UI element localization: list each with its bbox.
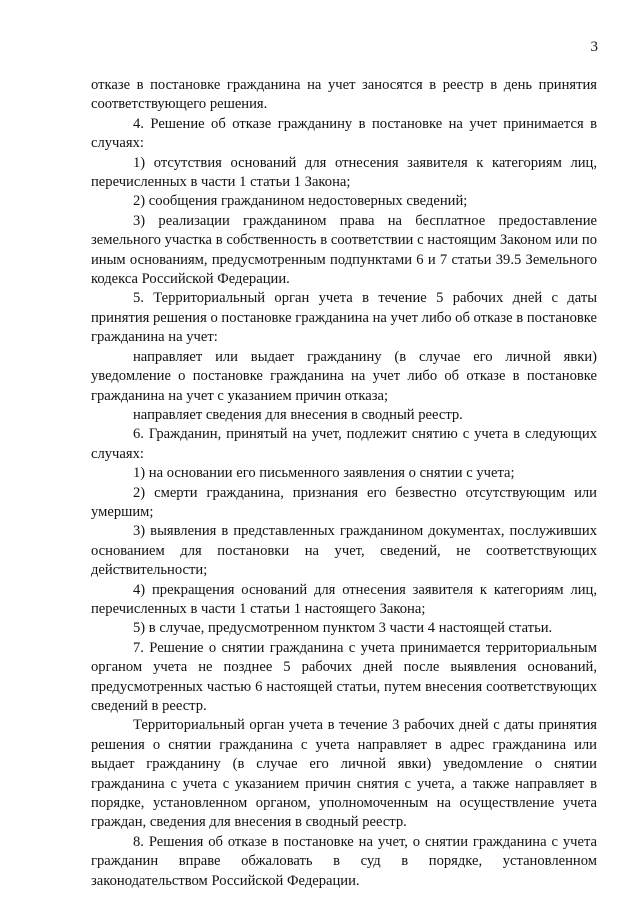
paragraph: 4. Решение об отказе гражданину в постановке на учет принимается в случаях:	[91, 115, 597, 152]
paragraph: 2) смерти гражданина, признания его безвестно отсутствующим или умершим;	[91, 484, 597, 520]
paragraph: 4) прекращения оснований для отнесения заявителя к категориям лиц, перечисленных в части 1 статьи 1 настоящего Закона;	[91, 581, 597, 617]
paragraph: 8. Решения об отказе в постановке на учет, о снятии гражданина с учета гражданин вправе обжаловать в суд в порядке, установленном законодательством Российской Федерации.	[91, 833, 597, 889]
paragraph: отказе в постановке гражданина на учет заносятся в реестр в день принятия соответствующего решения.	[91, 77, 597, 113]
paragraph: 1) на основании его письменного заявления о снятии с учета;	[133, 465, 515, 482]
paragraph: 1) отсутствия оснований для отнесения заявителя к категориям лиц, перечисленных в части 1 статьи 1 Закона;	[91, 154, 597, 191]
paragraph: направляет или выдает гражданину (в случае его личной явки) уведомление о постановке гражданина на учет либо об отказе в постановке гражданина на учет с указанием причин отказа;	[91, 348, 597, 404]
paragraph: 5. Территориальный орган учета в течение 5 рабочих дней с даты принятия решения о постановке гражданина на учет либо об отказе в постановке гражданина на учет:	[91, 290, 597, 346]
paragraph: 7. Решение о снятии гражданина с учета принимается территориальным органом учета не позднее 5 рабочих дней после выявления оснований, предусмотренных частью 6 настоящей статьи, путем внесения соответствующих сведений в реестр.	[91, 639, 597, 714]
paragraph: 3) выявления в представленных гражданином документах, послуживших основанием для постановки на учет, сведений, не соответствующих действительности;	[91, 523, 597, 579]
document-body	[91, 76, 597, 891]
paragraph: 3) реализации гражданином права на бесплатное предоставление земельного участка в собственность в соответствии с настоящим Законом или по иным основаниям, предусмотренным подпунктами 6 и 7 статьи 39.5 Земельного кодекса Российской Федерации.	[91, 212, 597, 288]
paragraph: Территориальный орган учета в течение 3 рабочих дней с даты принятия решения о снятии гражданина с учета направляет в адрес гражданина или выдает гражданину (в случае его личной явки) уведомление о снятии гражданина с учета с указанием причин снятия с учета, а также направляет в порядке, установленном органом, уполномоченным на осуществление учета граждан, сведения для внесения в сводный реестр.	[91, 717, 597, 831]
paragraph: направляет сведения для внесения в сводный реестр.	[133, 406, 463, 423]
page-number: 3	[590, 39, 598, 55]
paragraph: 2) сообщения гражданином недостоверных сведений;	[133, 193, 468, 210]
paragraph: 5) в случае, предусмотренном пунктом 3 части 4 настоящей статьи.	[133, 620, 553, 637]
paragraph: 6. Гражданин, принятый на учет, подлежит снятию с учета в следующих случаях:	[91, 426, 597, 462]
